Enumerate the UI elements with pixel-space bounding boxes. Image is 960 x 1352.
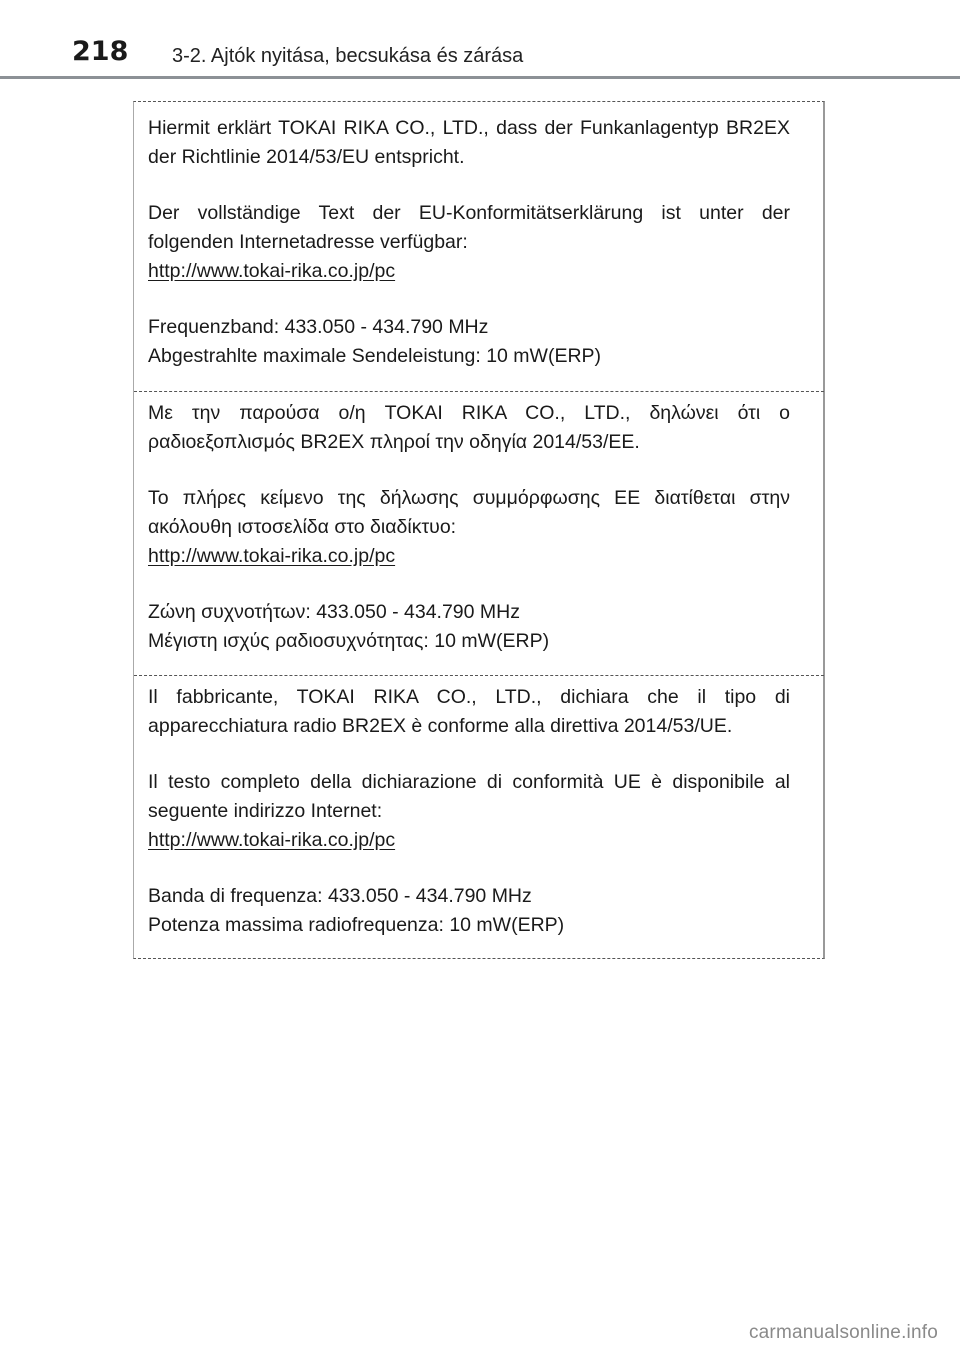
declaration-url-link[interactable]: http://www.tokai-rika.co.jp/pc — [148, 829, 396, 851]
declaration-availability: Το πλήρες κείμενο της δήλωσης συμμόρφωσης ΕΕ διατίθεται στην ακόλουθη ιστοσελίδα στο διαδίκτυο: — [148, 487, 790, 538]
declaration-intro: Με την παρούσα ο/η TOKAI RIKA CO., LTD., δηλώνει ότι ο ραδιοεξοπλισμός BR2EX πληροί την οδηγία 2014/53/ΕΕ. — [148, 402, 790, 453]
declaration-availability: Il testo completo della dichiarazione di conformità UE è disponibile al seguente indirizzo Internet: — [148, 771, 790, 822]
frequency-band: Ζώνη συχνοτήτων: 433.050 - 434.790 MHz — [148, 601, 520, 623]
page-header — [0, 0, 960, 80]
declaration-intro: Hiermit erklärt TOKAI RIKA CO., LTD., dass der Funkanlagentyp BR2EX der Richtlinie 2014/53/EU entspricht. — [148, 117, 790, 168]
declaration-german — [134, 102, 824, 391]
section-title: 3-2. Ajtók nyitása, becsukása és zárása — [172, 45, 524, 67]
max-power: Potenza massima radiofrequenza: 10 mW(ERP) — [148, 914, 565, 936]
max-power: Μέγιστη ισχύς ραδιοσυχνότητας: 10 mW(ERP) — [148, 630, 550, 652]
watermark: carmanualsonline.info — [748, 1322, 938, 1343]
page-number: 218 — [72, 36, 129, 67]
frequency-band: Frequenzband: 433.050 - 434.790 MHz — [148, 316, 489, 338]
declaration-intro: Il fabbricante, TOKAI RIKA CO., LTD., dichiara che il tipo di apparecchiatura radio BR2EX è conforme alla direttiva 2014/53/UE. — [148, 686, 790, 737]
declaration-availability: Der vollständige Text der EU-Konformitätserklärung ist unter der folgenden Internetadresse verfügbar: — [148, 202, 790, 253]
declaration-greek — [134, 391, 824, 675]
frequency-band: Banda di frequenza: 433.050 - 434.790 MHz — [148, 885, 532, 907]
declaration-box — [133, 101, 825, 959]
max-power: Abgestrahlte maximale Sendeleistung: 10 mW(ERP) — [148, 345, 602, 367]
declaration-url-link[interactable]: http://www.tokai-rika.co.jp/pc — [148, 260, 396, 282]
header-divider — [0, 76, 960, 79]
declaration-italian — [134, 675, 824, 959]
declaration-url-link[interactable]: http://www.tokai-rika.co.jp/pc — [148, 545, 396, 567]
